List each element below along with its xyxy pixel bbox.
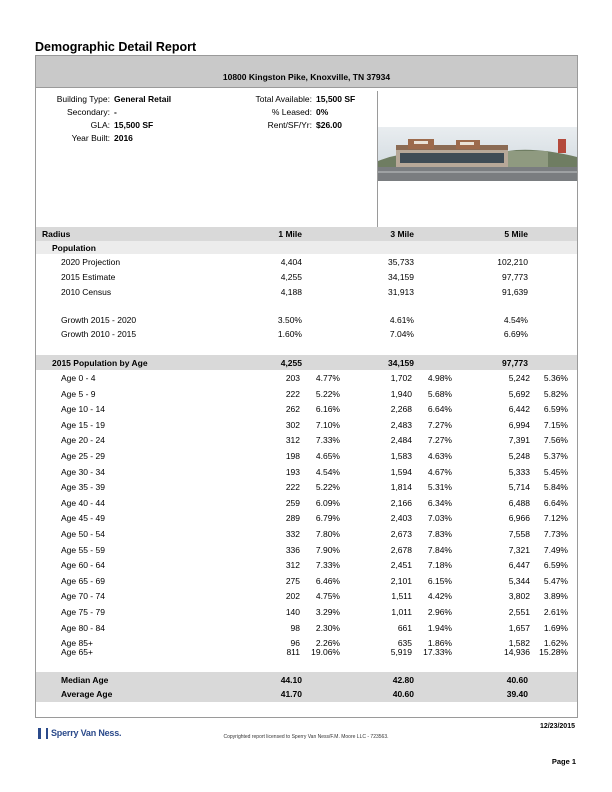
table-cell: 5,714 bbox=[508, 482, 530, 492]
building-type-value: General Retail bbox=[114, 94, 172, 104]
table-cell: 1.86% bbox=[427, 638, 452, 648]
table-cell: 7,558 bbox=[508, 529, 530, 539]
table-cell: 44.10 bbox=[280, 675, 302, 685]
table-row-label: 2015 Estimate bbox=[61, 272, 116, 282]
table-cell: 202 bbox=[285, 591, 300, 601]
table-cell: 6.59% bbox=[543, 560, 568, 570]
table-row-label: Age 40 - 44 bbox=[61, 498, 105, 508]
table-cell: 6.64% bbox=[427, 404, 452, 414]
copyright-notice: Copyrighted report licensed to Sperry Van Ness/F.M. Moore LLC - 723563. bbox=[223, 734, 389, 740]
table-row-label: Age 60 - 64 bbox=[61, 560, 105, 570]
table-cell: 34,159 bbox=[388, 272, 414, 282]
table-row-label: Age 45 - 49 bbox=[61, 513, 105, 523]
average-age-label: Average Age bbox=[61, 689, 113, 699]
table-cell: 4.75% bbox=[315, 591, 340, 601]
table-row-label: Age 65+ bbox=[61, 647, 93, 657]
table-row-label: 2010 Census bbox=[61, 287, 112, 297]
report-date: 12/23/2015 bbox=[539, 723, 575, 730]
table-cell: 1.69% bbox=[543, 623, 568, 633]
table-cell: 3,802 bbox=[508, 591, 530, 601]
table-cell: 7.03% bbox=[427, 513, 452, 523]
property-address: 10800 Kingston Pike, Knoxville, TN 37934 bbox=[222, 72, 391, 82]
table-cell: 302 bbox=[285, 420, 300, 430]
table-cell: 5,333 bbox=[508, 467, 530, 477]
age-total-5-mile: 97,773 bbox=[502, 358, 528, 368]
table-row-label: Age 15 - 19 bbox=[61, 420, 105, 430]
pct-leased-label: % Leased: bbox=[271, 107, 312, 117]
table-cell: 7.27% bbox=[427, 420, 452, 430]
table-cell: 1.94% bbox=[427, 623, 452, 633]
table-cell: 6,488 bbox=[508, 498, 530, 508]
table-cell: 41.70 bbox=[280, 689, 302, 699]
table-cell: 3.29% bbox=[315, 607, 340, 617]
table-cell: 42.80 bbox=[392, 675, 414, 685]
table-cell: 4.67% bbox=[427, 467, 452, 477]
building-type-label: Building Type: bbox=[56, 94, 110, 104]
table-cell: 91,639 bbox=[502, 287, 528, 297]
table-cell: 222 bbox=[285, 482, 300, 492]
table-cell: 661 bbox=[397, 623, 412, 633]
table-cell: 2.26% bbox=[315, 638, 340, 648]
table-cell: 96 bbox=[290, 638, 300, 648]
col-header-3-mile: 3 Mile bbox=[390, 229, 414, 239]
table-cell: 14,936 bbox=[504, 647, 530, 657]
table-row-label: Age 55 - 59 bbox=[61, 545, 105, 555]
table-cell: 1,583 bbox=[390, 451, 412, 461]
table-cell: 6.34% bbox=[427, 498, 452, 508]
table-cell: 2,166 bbox=[390, 498, 412, 508]
table-cell: 336 bbox=[285, 545, 300, 555]
table-cell: 4.54% bbox=[315, 467, 340, 477]
table-cell: 2,678 bbox=[390, 545, 412, 555]
page-number: Page 1 bbox=[551, 757, 576, 766]
table-row-label: Age 65 - 69 bbox=[61, 576, 105, 586]
table-cell: 97,773 bbox=[502, 272, 528, 282]
table-row-label: Growth 2010 - 2015 bbox=[61, 329, 137, 339]
table-cell: 4.42% bbox=[427, 591, 452, 601]
table-cell: 31,913 bbox=[388, 287, 414, 297]
col-header-5-mile: 5 Mile bbox=[504, 229, 528, 239]
table-cell: 811 bbox=[286, 647, 300, 657]
table-cell: 5.36% bbox=[543, 373, 568, 383]
table-cell: 2,403 bbox=[390, 513, 412, 523]
table-cell: 2.96% bbox=[427, 607, 452, 617]
table-cell: 7.33% bbox=[315, 435, 340, 445]
table-cell: 7.27% bbox=[427, 435, 452, 445]
table-cell: 1,940 bbox=[390, 389, 412, 399]
table-row-label: Age 70 - 74 bbox=[61, 591, 105, 601]
table-cell: 7.33% bbox=[315, 560, 340, 570]
table-row-label: Age 85+ bbox=[61, 638, 93, 648]
table-cell: 259 bbox=[285, 498, 300, 508]
table-cell: 40.60 bbox=[506, 675, 528, 685]
table-cell: 4.77% bbox=[315, 373, 340, 383]
table-cell: 5.47% bbox=[543, 576, 568, 586]
table-cell: 5.31% bbox=[427, 482, 452, 492]
total-available-value: 15,500 SF bbox=[316, 94, 356, 104]
rent-value: $26.00 bbox=[316, 120, 342, 130]
table-row-label: Age 20 - 24 bbox=[61, 435, 105, 445]
table-cell: 2,451 bbox=[390, 560, 412, 570]
age-total-3-mile: 34,159 bbox=[388, 358, 414, 368]
table-cell: 2,673 bbox=[390, 529, 412, 539]
table-cell: 635 bbox=[397, 638, 412, 648]
year-built-label: Year Built: bbox=[71, 133, 110, 143]
gla-label: GLA: bbox=[90, 120, 110, 130]
table-row-label: Age 75 - 79 bbox=[61, 607, 105, 617]
population-heading: Population bbox=[52, 243, 96, 253]
table-cell: 1.60% bbox=[277, 329, 302, 339]
table-cell: 262 bbox=[285, 404, 300, 414]
table-cell: 2,101 bbox=[390, 576, 412, 586]
table-cell: 5,242 bbox=[508, 373, 530, 383]
age-heading: 2015 Population by Age bbox=[52, 358, 148, 368]
table-cell: 7.83% bbox=[427, 529, 452, 539]
table-cell: 5,919 bbox=[390, 647, 412, 657]
rent-label: Rent/SF/Yr: bbox=[267, 120, 312, 130]
table-cell: 6.79% bbox=[315, 513, 340, 523]
table-cell: 140 bbox=[285, 607, 300, 617]
table-cell: 4,255 bbox=[280, 272, 302, 282]
table-cell: 222 bbox=[285, 389, 300, 399]
table-cell: 193 bbox=[285, 467, 300, 477]
population-band bbox=[36, 241, 577, 254]
table-cell: 102,210 bbox=[497, 257, 528, 267]
table-cell: 5,692 bbox=[508, 389, 530, 399]
table-row-label: 2020 Projection bbox=[61, 257, 121, 267]
table-cell: 7.12% bbox=[543, 513, 568, 523]
property-photo bbox=[378, 127, 577, 181]
table-cell: 7,391 bbox=[508, 435, 530, 445]
table-row-label: Age 10 - 14 bbox=[61, 404, 105, 414]
table-row-label: Age 35 - 39 bbox=[61, 482, 105, 492]
table-cell: 2.61% bbox=[543, 607, 568, 617]
table-cell: 98 bbox=[290, 623, 300, 633]
gla-value: 15,500 SF bbox=[114, 120, 154, 130]
year-built-value: 2016 bbox=[114, 133, 133, 143]
secondary-label: Secondary: bbox=[67, 107, 110, 117]
median-age-label: Median Age bbox=[61, 675, 109, 685]
table-cell: 289 bbox=[285, 513, 300, 523]
table-cell: 6,447 bbox=[508, 560, 530, 570]
table-cell: 312 bbox=[285, 560, 300, 570]
logo-text: Sperry Van Ness. bbox=[51, 728, 122, 738]
table-cell: 6,442 bbox=[508, 404, 530, 414]
table-cell: 7.90% bbox=[315, 545, 340, 555]
table-cell: 7.49% bbox=[543, 545, 568, 555]
table-cell: 7.10% bbox=[315, 420, 340, 430]
table-cell: 3.50% bbox=[277, 315, 302, 325]
table-row-label: Growth 2015 - 2020 bbox=[61, 315, 137, 325]
table-cell: 6.09% bbox=[315, 498, 340, 508]
table-cell: 4.98% bbox=[427, 373, 452, 383]
table-row-label: Age 80 - 84 bbox=[61, 623, 105, 633]
table-cell: 6.15% bbox=[427, 576, 452, 586]
table-row-label: Age 0 - 4 bbox=[61, 373, 96, 383]
table-cell: 7.15% bbox=[543, 420, 568, 430]
table-cell: 6,994 bbox=[508, 420, 530, 430]
table-cell: 6.46% bbox=[315, 576, 340, 586]
table-cell: 40.60 bbox=[392, 689, 414, 699]
table-cell: 4,404 bbox=[280, 257, 302, 267]
table-cell: 1,657 bbox=[508, 623, 530, 633]
table-cell: 2,484 bbox=[390, 435, 412, 445]
table-cell: 2,268 bbox=[390, 404, 412, 414]
table-cell: 5.22% bbox=[315, 389, 340, 399]
age-total-1-mile: 4,255 bbox=[280, 358, 302, 368]
report-title: Demographic Detail Report bbox=[35, 40, 197, 54]
table-row-label: Age 50 - 54 bbox=[61, 529, 105, 539]
table-cell: 275 bbox=[285, 576, 300, 586]
table-cell: 7.04% bbox=[389, 329, 414, 339]
table-cell: 7.56% bbox=[543, 435, 568, 445]
col-header-1-mile: 1 Mile bbox=[278, 229, 302, 239]
table-cell: 1,011 bbox=[391, 607, 412, 617]
radius-label: Radius bbox=[42, 229, 71, 239]
table-row-label: Age 25 - 29 bbox=[61, 451, 105, 461]
table-cell: 5.37% bbox=[543, 451, 568, 461]
table-cell: 35,733 bbox=[388, 257, 414, 267]
table-cell: 4,188 bbox=[280, 287, 302, 297]
table-cell: 19.06% bbox=[311, 647, 340, 657]
table-cell: 5.82% bbox=[543, 389, 568, 399]
table-cell: 1.62% bbox=[543, 638, 568, 648]
table-cell: 17.33% bbox=[423, 647, 452, 657]
table-cell: 1,511 bbox=[391, 591, 412, 601]
table-cell: 6,966 bbox=[508, 513, 530, 523]
table-cell: 4.54% bbox=[503, 315, 528, 325]
table-cell: 4.61% bbox=[389, 315, 414, 325]
table-cell: 7.73% bbox=[543, 529, 568, 539]
total-available-label: Total Available: bbox=[255, 94, 312, 104]
table-cell: 6.59% bbox=[543, 404, 568, 414]
table-cell: 5,248 bbox=[508, 451, 530, 461]
table-cell: 6.64% bbox=[543, 498, 568, 508]
table-cell: 1,594 bbox=[390, 467, 412, 477]
table-cell: 7.18% bbox=[427, 560, 452, 570]
table-cell: 15.28% bbox=[539, 647, 568, 657]
table-cell: 2.30% bbox=[315, 623, 340, 633]
table-cell: 5.45% bbox=[543, 467, 568, 477]
table-cell: 3.89% bbox=[543, 591, 568, 601]
table-cell: 5.68% bbox=[427, 389, 452, 399]
table-cell: 6.69% bbox=[503, 329, 528, 339]
table-cell: 7.84% bbox=[427, 545, 452, 555]
table-cell: 2,483 bbox=[390, 420, 412, 430]
table-cell: 2,551 bbox=[508, 607, 530, 617]
secondary-value: - bbox=[114, 107, 117, 117]
table-cell: 6.16% bbox=[315, 404, 340, 414]
table-cell: 5.84% bbox=[543, 482, 568, 492]
table-cell: 7,321 bbox=[508, 545, 530, 555]
table-cell: 203 bbox=[285, 373, 300, 383]
table-cell: 5,344 bbox=[508, 576, 530, 586]
table-cell: 332 bbox=[285, 529, 300, 539]
table-cell: 4.63% bbox=[427, 451, 452, 461]
pct-leased-value: 0% bbox=[316, 107, 329, 117]
table-cell: 4.65% bbox=[315, 451, 340, 461]
table-cell: 5.22% bbox=[315, 482, 340, 492]
table-cell: 39.40 bbox=[506, 689, 528, 699]
table-cell: 7.80% bbox=[315, 529, 340, 539]
table-cell: 198 bbox=[285, 451, 300, 461]
table-cell: 1,702 bbox=[390, 373, 412, 383]
table-row-label: Age 30 - 34 bbox=[61, 467, 105, 477]
table-cell: 312 bbox=[285, 435, 300, 445]
table-cell: 1,582 bbox=[508, 638, 530, 648]
table-cell: 1,814 bbox=[390, 482, 412, 492]
table-row-label: Age 5 - 9 bbox=[61, 389, 96, 399]
